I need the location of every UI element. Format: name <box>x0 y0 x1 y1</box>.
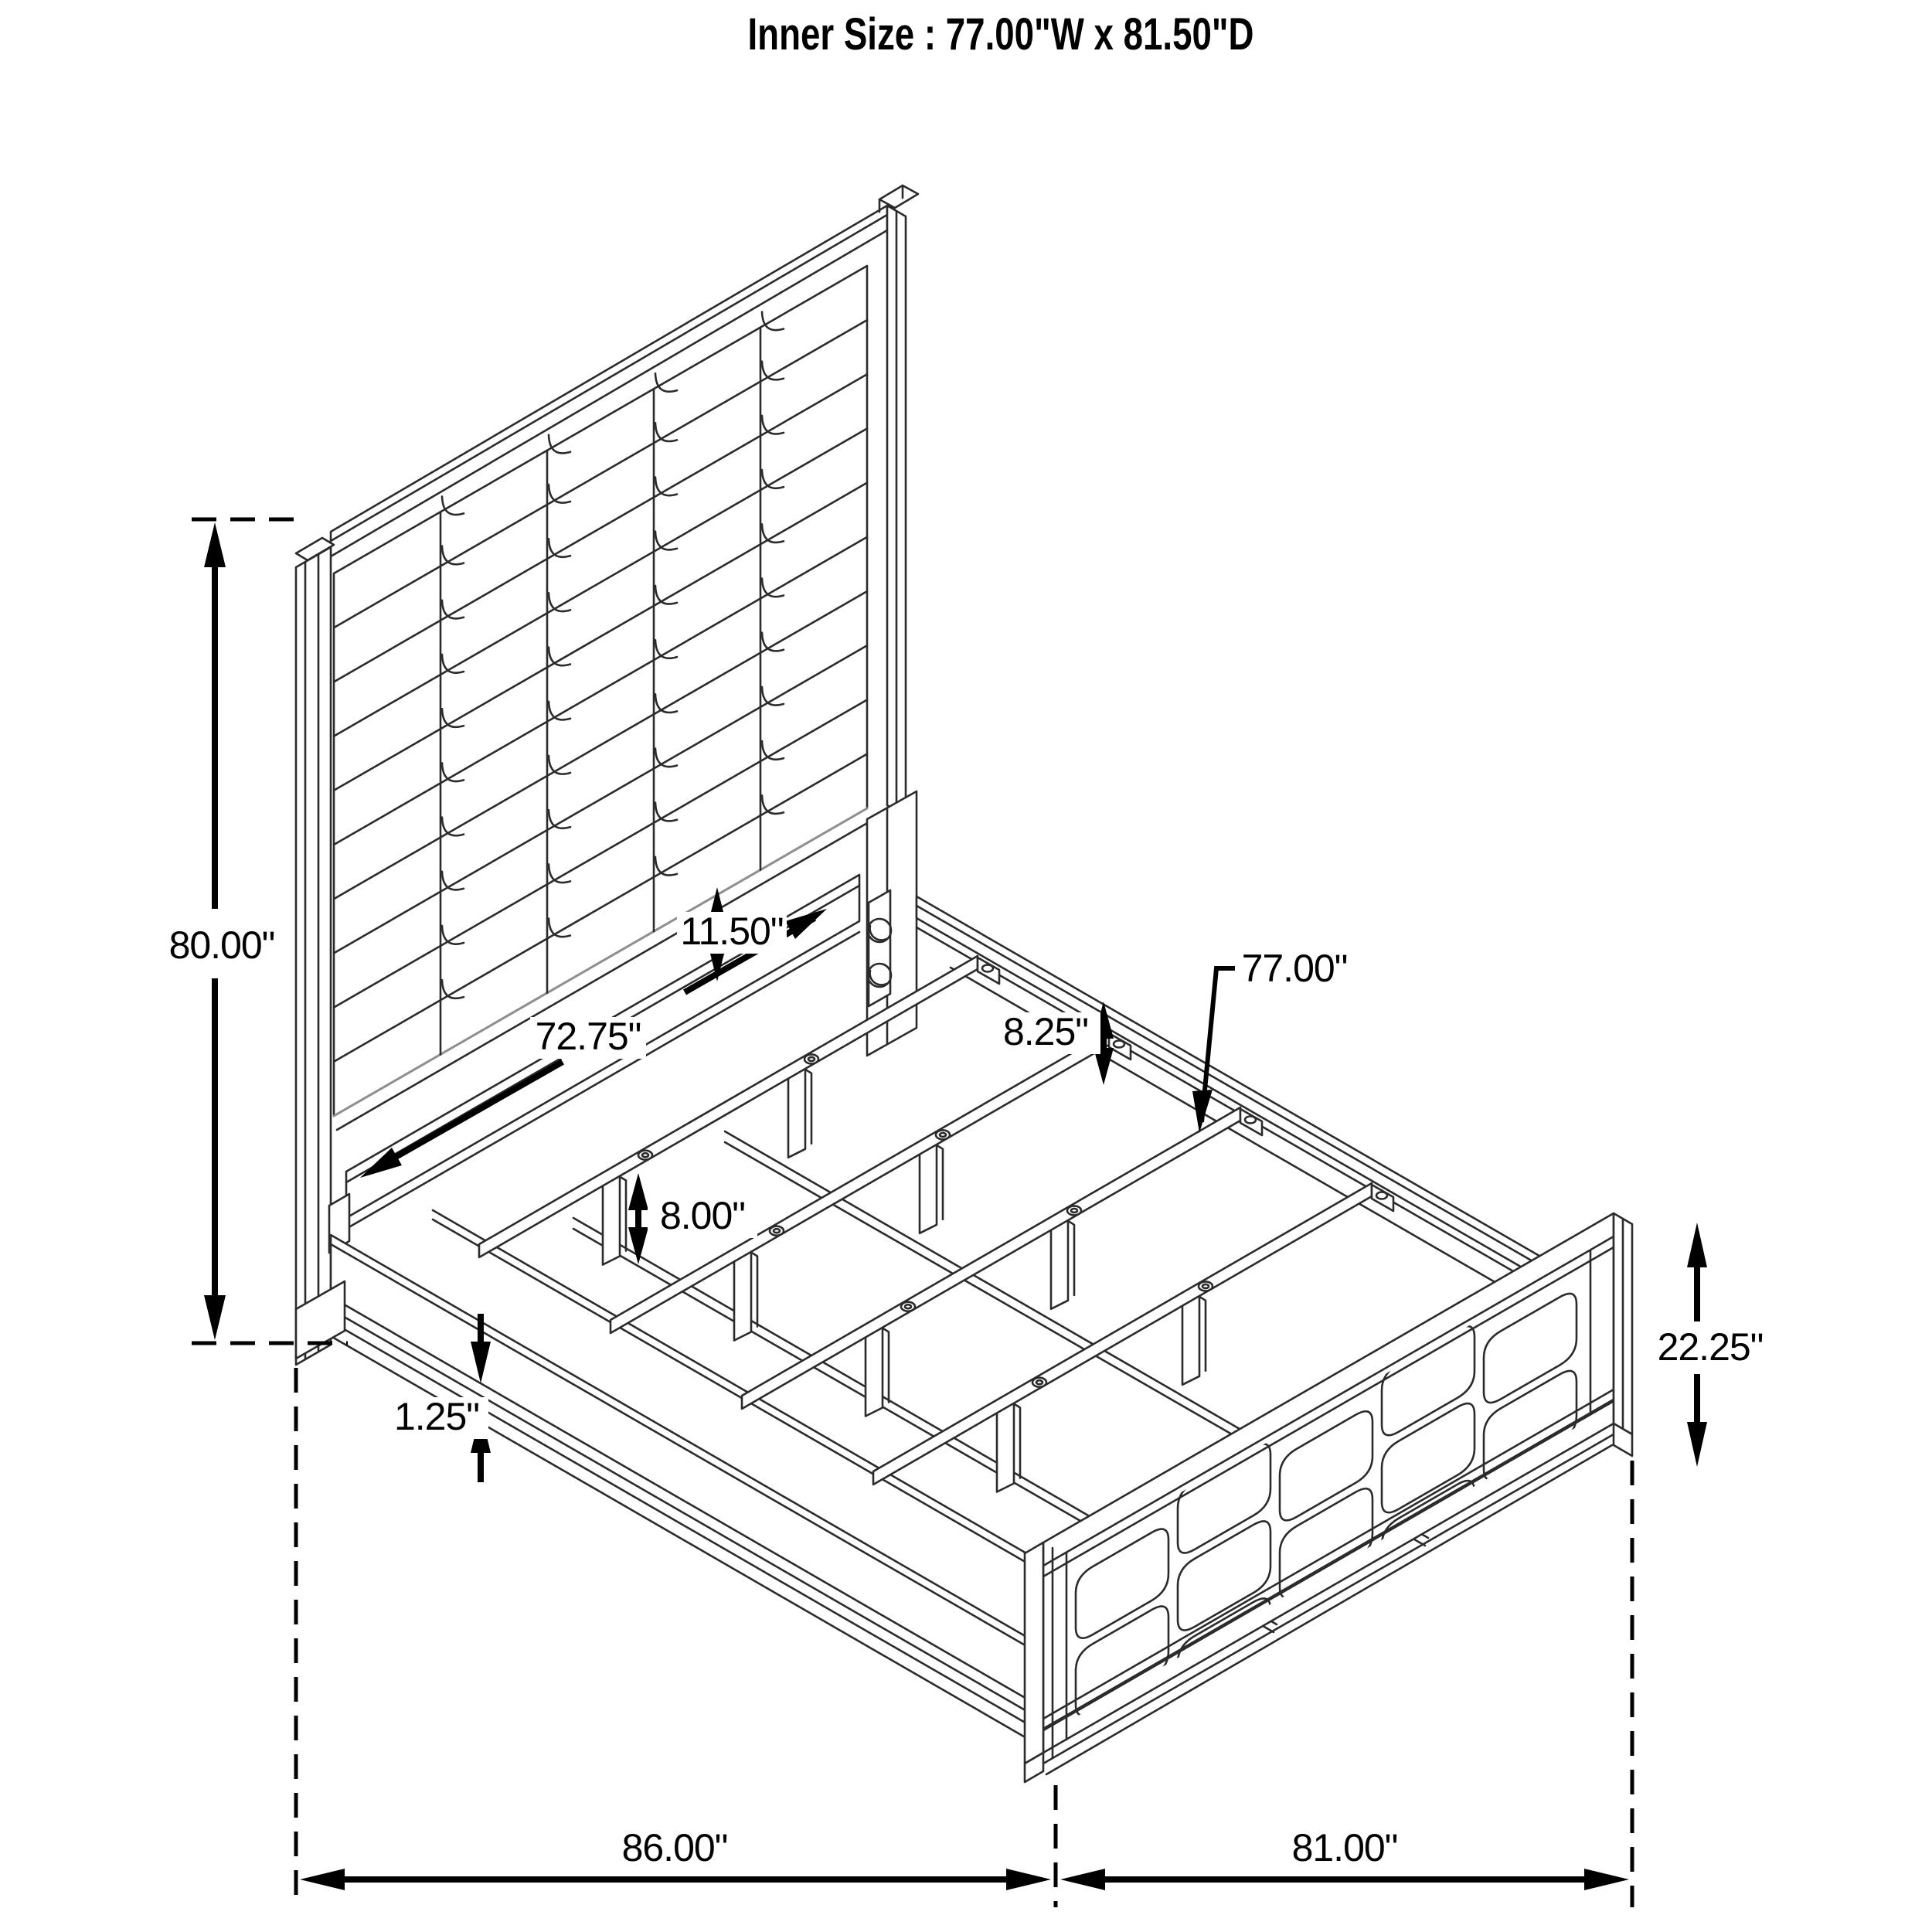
dim-overall-width-label: 81.00" <box>1291 1826 1398 1869</box>
page-title: Inner Size : 77.00"W x 81.50"D <box>747 9 1254 60</box>
dim-headboard-rail-length-label: 72.75" <box>535 1015 641 1058</box>
footboard <box>1025 1213 1632 1793</box>
dim-base-trim-label: 1.25" <box>393 1395 480 1438</box>
dim-headboard-rail-height-label: 11.50" <box>680 910 784 953</box>
dim-footboard-height-label: 22.25" <box>1657 1325 1764 1369</box>
rail-bracket <box>869 890 890 1006</box>
footboard-tuft-squares <box>1076 1294 1577 1793</box>
dim-slat-leg-height-label: 8.00" <box>659 1194 746 1237</box>
dim-slat-length-label: 77.00" <box>1241 947 1348 990</box>
dim-overall-depth-label: 86.00" <box>621 1826 728 1869</box>
dim-rail-above-slat-label: 8.25" <box>1002 1010 1089 1053</box>
dim-headboard-height-label: 80.00" <box>168 923 275 967</box>
front-side-rail <box>296 1235 1028 1739</box>
